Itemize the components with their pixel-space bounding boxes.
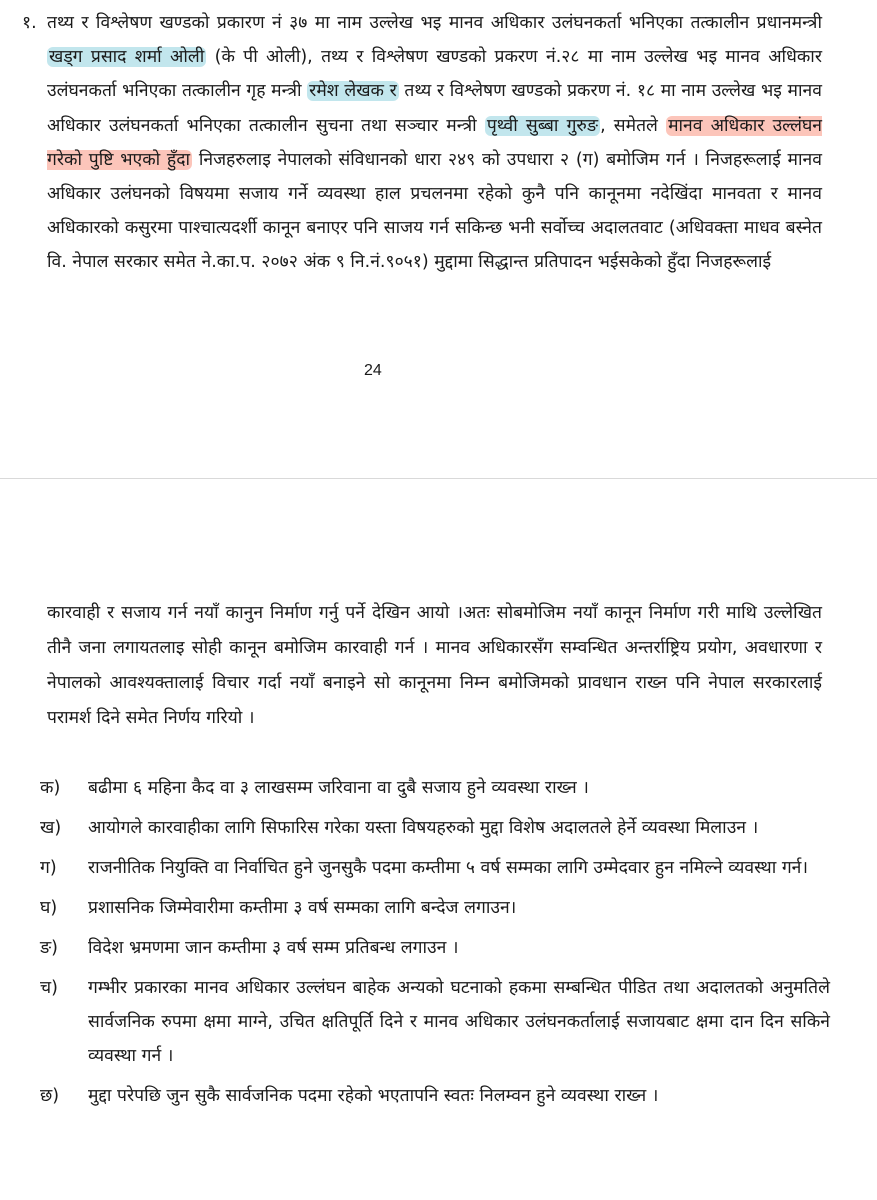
list-item [40, 771, 830, 805]
list-item-text: प्रशासनिक जिम्मेवारीमा कम्तीमा ३ वर्ष सम्मका लागि बन्देज लगाउन। [88, 898, 517, 918]
list-item-label: ख) [40, 818, 62, 838]
list-item-text: आयोगले कारवाहीका लागि सिफारिस गरेका यस्ता विषयहरुको मुद्दा विशेष अदालतले हेर्ने व्यवस्था मिलाउन । [88, 818, 759, 838]
text-segment: तथ्य र विश्लेषण खण्डको प्रकरण नं. १८ मा नाम उल्लेख भइ मानव अधिकार उलंघनकर्ता भनिएका तत्कालीन सुचना तथा सञ्चार मन्त्री [47, 81, 822, 136]
highlighted-violation-phrase: मानव अधिकार उल्लंघन गरेको पुष्टि भएको हुँदा [47, 115, 822, 170]
list-item-text: विदेश भ्रमणमा जान कम्तीमा ३ वर्ष सम्म प्रतिबन्ध लगाउन । [88, 938, 459, 958]
list-item-label: क) [40, 778, 61, 798]
document-page-bottom [0, 479, 877, 1200]
decision-paragraph-1 [47, 6, 822, 280]
list-item [40, 1079, 830, 1113]
highlighted-name-oli: खड्ग प्रसाद शर्मा ओली [49, 47, 205, 68]
page-number: 24 [364, 362, 382, 379]
decision-paragraph-2: कारवाही र सजाय गर्न नयाँ कानुन निर्माण गर्नु पर्ने देखिन आयो ।अतः सोबमोजिम नयाँ कानून निर्माण गरी माथि उल्लेखित तीनै जना लगायतलाइ सोही कानून बमोजिम कारवाही गर्न । मानव अधिकारसँग सम्वन्धित अन्तर्राष्ट्रिय प्रयोग, अवधारणा र नेपालको आवश्यक्तालाई विचार गर्दा नयाँ बनाइने सो कानूनमा निम्न बमोजिमको प्रावधान राख्न पनि नेपाल सरकारलाई परामर्श दिने समेत निर्णय गरियो । [47, 603, 822, 728]
list-item [40, 971, 830, 1073]
paragraph-number: १. [22, 13, 37, 33]
list-item-text: बढीमा ६ महिना कैद वा ३ लाखसम्म जरिवाना वा दुबै सजाय हुने व्यवस्था राख्न । [88, 778, 589, 798]
list-item-text: राजनीतिक नियुक्ति वा निर्वाचित हुने जुनसुकै पदमा कम्तीमा ५ वर्ष सम्मका लागि उम्मेदवार हुन नमिल्ने व्यवस्था गर्न। [88, 858, 809, 878]
list-item-label: घ) [40, 898, 58, 918]
list-item-label: ङ) [40, 938, 58, 958]
text-segment: (के पी ओली), तथ्य र विश्लेषण खण्डको प्रकरण नं.२८ मा नाम उल्लेख भइ मानव अधिकार उलंघनकर्ता भनिएका तत्कालीन गृह मन्त्री [47, 47, 822, 102]
provisions-list [40, 771, 830, 1119]
list-item-label: छ) [40, 1086, 60, 1106]
text-segment: निजहरुलाइ नेपालको संविधानको धारा २४९ को उपधारा २ (ग) बमोजिम गर्न । निजहरूलाई मानव अधिकार उलंघनको विषयमा सजाय गर्ने व्यवस्था हाल प्रचलनमा रहेको कुनै पनि कानूनमा नदेखिंदा मानवता र मानव अधिकारको कसुरमा पाश्चात्यदर्शी कानून बनाएर पनि साजय गर्न सकिन्छ भनी सर्वोच्च अदालतवाट (अधिवक्ता माधव बस्नेत वि. नेपाल सरकार समेत ने.का.प. २०७२ अंक ९ नि.नं.९०५१) मुद्दामा सिद्धान्त प्रतिपादन भईसकेको हुँदा निजहरूलाई [47, 149, 822, 273]
highlighted-name-gurung: पृथ्वी सुब्बा गुरुङ [486, 115, 599, 136]
list-item [40, 931, 830, 965]
highlighted-name-lekhak: रमेश लेखक र [309, 81, 397, 102]
list-item [40, 891, 830, 925]
list-item-label: च) [40, 978, 58, 998]
list-item-text: मुद्दा परेपछि जुन सुकै सार्वजनिक पदमा रहेको भएतापनि स्वतः निलम्वन हुने व्यवस्था राख्न । [88, 1086, 659, 1106]
list-item-text: गम्भीर प्रकारका मानव अधिकार उल्लंघन बाहेक अन्यको घटनाको हकमा सम्बन्धित पीडित तथा अदालतको अनुमतिले सार्वजनिक रुपमा क्षमा माग्ने, उचित क्षतिपूर्ति दिने र मानव अधिकार उलंघनकर्तालाई सजायबाट क्षमा दान दिन सकिने व्यवस्था गर्न । [88, 978, 830, 1066]
list-item-label: ग) [40, 858, 57, 878]
text-segment: , समेतले [600, 115, 667, 136]
document-page-top [0, 0, 877, 478]
list-item [40, 851, 830, 885]
list-item [40, 811, 830, 845]
text-segment: तथ्य र विश्लेषण खण्डको प्रकारण नं ३७ मा नाम उल्लेख भइ मानव अधिकार उलंघनकर्ता भनिएका तत्कालीन प्रधानमन्त्री [47, 13, 822, 33]
